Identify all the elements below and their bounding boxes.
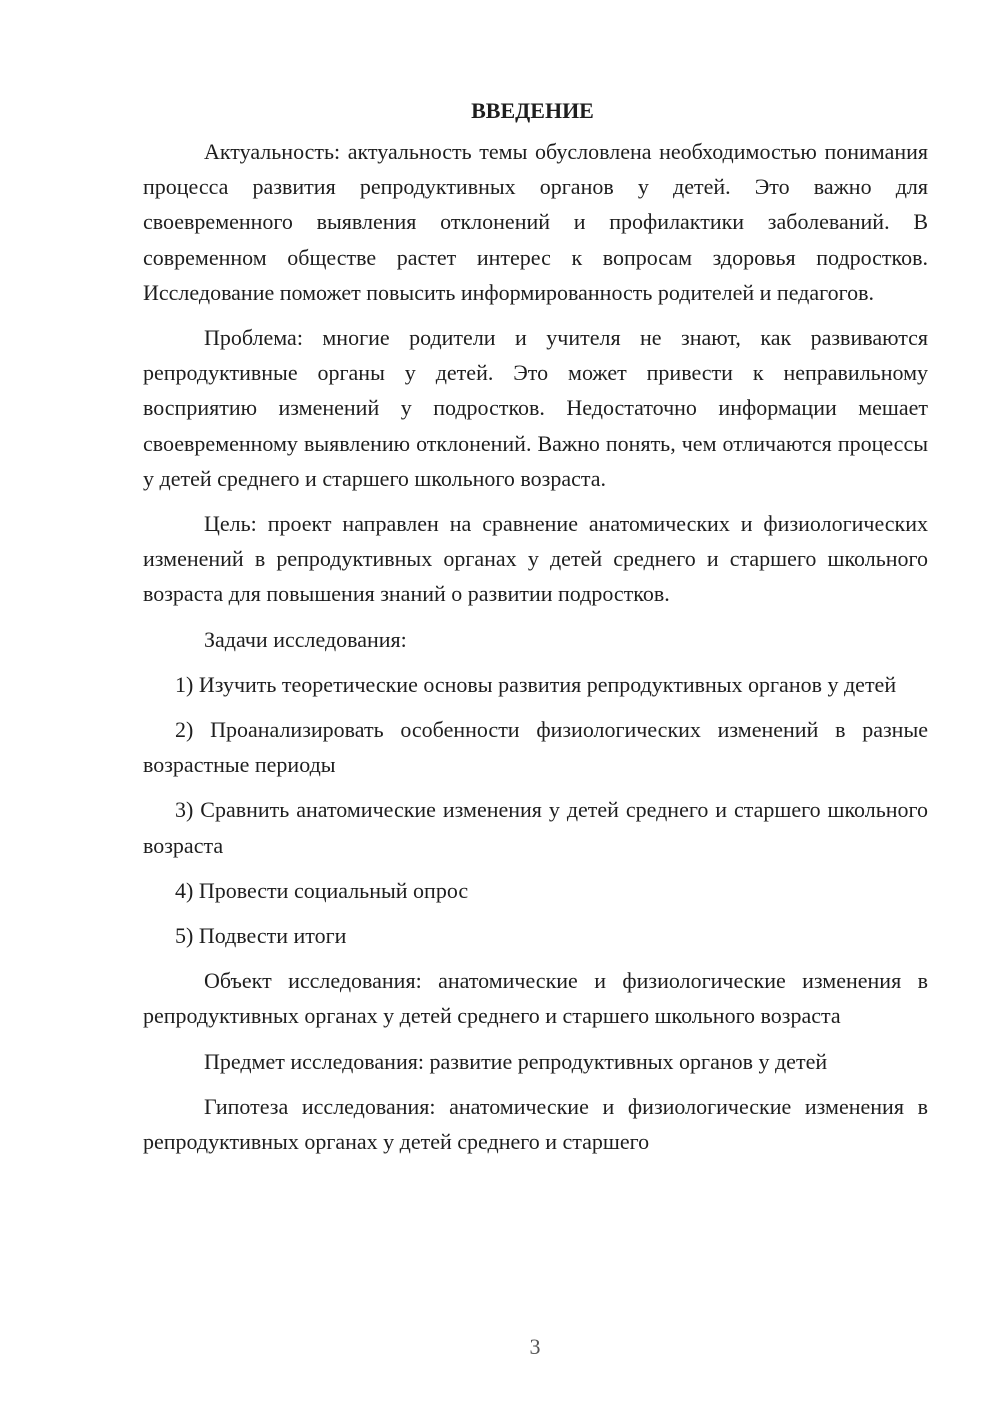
task-item-1: 1) Изучить теоретические основы развития репродуктивных органов у детей bbox=[175, 671, 897, 697]
section-heading: ВВЕДЕНИЕ bbox=[471, 98, 594, 123]
task-item-3: 3) Сравнить анатомические изменения у детей среднего и старшего школьного возраста bbox=[143, 797, 928, 858]
object-paragraph: Объект исследования: анатомические и физиологические изменения в репродуктивных органах у детей среднего и старшего школьного возраста bbox=[143, 968, 928, 1029]
problem-paragraph: Проблема: многие родители и учителя не знают, как развиваются репродуктивные органы у детей. Это может привести к неправильному восприятию изменений у подростков. Недостаточно информации мешает своевременному выявлению отклонений. Важно понять, чем отличаются процессы у детей среднего и старшего школьного возраста. bbox=[143, 325, 928, 491]
task-item-4: 4) Провести социальный опрос bbox=[175, 877, 469, 903]
task-item-5: 5) Подвести итоги bbox=[175, 923, 347, 949]
page-number: 3 bbox=[529, 1334, 541, 1359]
goal-paragraph: Цель: проект направлен на сравнение анатомических и физиологических изменений в репродуктивных органах у детей среднего и старшего школьного возраста для повышения знаний о развитии подростков. bbox=[143, 511, 928, 607]
hypothesis-paragraph: Гипотеза исследования: анатомические и физиологические изменения в репродуктивных органах у детей среднего и старшего bbox=[143, 1093, 928, 1155]
subject-paragraph: Предмет исследования: развитие репродуктивных органов у детей bbox=[204, 1048, 828, 1074]
relevance-paragraph: Актуальность: актуальность темы обусловлена необходимостью понимания процесса развития репродуктивных органов у детей. Это важно для своевременного выявления отклонений и профилактики заболеваний. В современном обществе растет интерес к вопросам здоровья подростков. Исследование поможет повысить информированность родителей и педагогов. bbox=[143, 139, 928, 305]
tasks-heading: Задачи исследования: bbox=[204, 626, 407, 652]
task-item-2: 2) Проанализировать особенности физиологических изменений в разные возрастные периоды bbox=[143, 717, 928, 778]
